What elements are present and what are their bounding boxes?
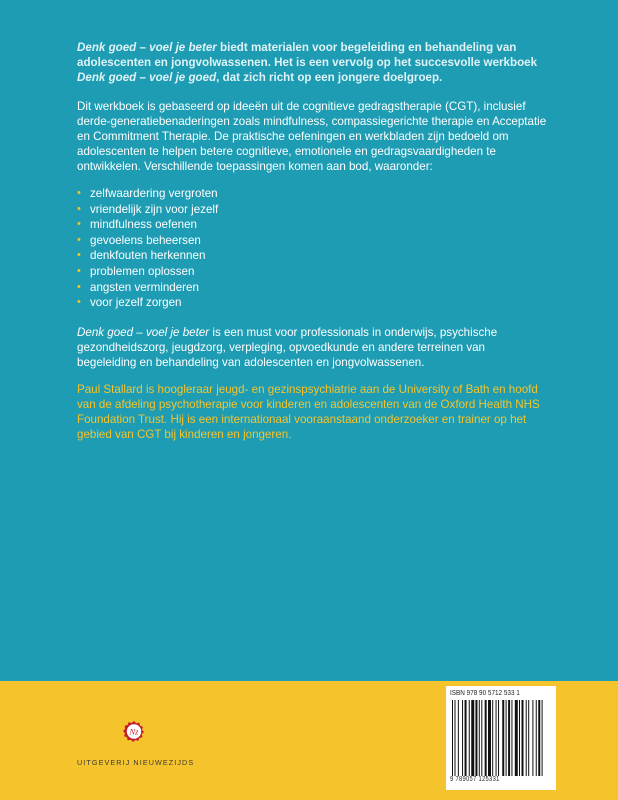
list-item: • vriendelijk zijn voor jezelf — [77, 202, 219, 216]
list-item: • problemen oplossen — [77, 264, 195, 278]
barcode-bar — [455, 700, 456, 776]
barcode-bar — [496, 700, 497, 776]
bullet-icon: • — [77, 187, 81, 199]
applications-list — [77, 186, 547, 311]
book-title: Denk goed – voel je beter — [77, 325, 210, 339]
barcode-bar — [511, 700, 512, 776]
bullet-icon: • — [77, 296, 81, 309]
list-item: • zelfwaardering vergroten — [77, 187, 218, 200]
barcode-bar — [481, 700, 482, 776]
barcode-bar — [506, 700, 507, 776]
book-title: Denk goed – voel je beter — [77, 41, 217, 54]
list-item: • angsten verminderen — [77, 280, 199, 294]
logo-letters: Nz — [129, 726, 139, 737]
intro-paragraph — [77, 40, 547, 85]
list-item: • voor jezelf zorgen — [77, 296, 182, 310]
intro-text-1: biedt materialen voor begeleiding en behandeling van adolescenten en jongvolwassenen. Het is een vervolg op het succesvolle werkboek — [77, 41, 538, 69]
publisher-logo — [77, 720, 227, 780]
publisher-name: UITGEVERIJ NIEUWEZIJDS — [77, 758, 195, 767]
author-bio: Paul Stallard is hoogleraar jeugd- en gezinspsychiatrie aan de University of Bath en hoofd van de afdeling psychotherapie voor kinderen en adolescenten van de Oxford Health NHS Foundation Trust. Hij is een internationaal vooraanstaand onderzoeker en trainer op het gebied van CGT bij kinderen en jongeren. — [77, 382, 540, 441]
barcode-digits: 9 789057 125331 — [450, 776, 500, 783]
barcode-bar — [471, 700, 474, 776]
bullet-icon: • — [77, 280, 81, 293]
barcode-bar — [502, 700, 504, 776]
barcode-bar — [532, 700, 533, 776]
barcode-bar — [522, 700, 524, 776]
barcode-bar — [526, 700, 527, 776]
barcode-bar — [498, 700, 499, 776]
barcode-bar — [488, 700, 491, 776]
barcode-bar — [475, 700, 477, 776]
bullet-icon: • — [77, 249, 81, 262]
list-item: • gevoelens beheersen — [77, 233, 201, 247]
barcode-bar — [492, 700, 493, 776]
barcode-bar — [528, 700, 529, 776]
barcode — [446, 686, 556, 790]
intro-text-2: , dat zich richt op een jongere doelgroep. — [216, 71, 443, 84]
list-item: • mindfulness oefenen — [77, 218, 197, 232]
bullet-icon: • — [77, 218, 81, 231]
barcode-bar — [508, 700, 510, 776]
back-cover-text — [77, 40, 547, 442]
audience-paragraph — [77, 325, 547, 370]
barcode-bar — [536, 700, 537, 776]
barcode-bars — [452, 700, 550, 776]
barcode-bar — [462, 700, 463, 776]
bullet-icon: • — [77, 202, 81, 215]
isbn-label: ISBN 978 90 5712 533 1 — [450, 688, 520, 697]
list-item: • denkfouten herkennen — [77, 249, 206, 263]
bullet-icon: • — [77, 233, 81, 246]
barcode-bar — [458, 700, 459, 776]
bullet-icon: • — [77, 264, 81, 277]
barcode-bar — [519, 700, 520, 776]
barcode-bar — [479, 700, 480, 776]
barcode-bar — [515, 700, 518, 776]
barcode-bar — [465, 700, 467, 776]
barcode-bar — [485, 700, 487, 776]
barcode-bar — [542, 700, 543, 776]
publisher-logo-icon — [123, 720, 145, 742]
audience-text: is een must voor professionals in onderwijs, psychische gezondheidszorg, jeugdzorg, verpleging, opvoedkunde en andere terreinen van begeleiding en behandeling van adolescenten en jongvolwassenen. — [77, 325, 498, 369]
barcode-bar — [538, 700, 540, 776]
barcode-bar — [469, 700, 470, 776]
barcode-bar — [452, 700, 453, 776]
prequel-title: Denk goed – voel je goed — [77, 71, 217, 84]
description-paragraph: Dit werkboek is gebaseerd op ideeën uit de cognitieve gedragstherapie (CGT), inclusief derde-generatiebenaderingen zoals mindfulness, compassiegerichte therapie en Acceptatie en Commitment Therapie. De praktische oefeningen en werkbladen zijn bedoeld om adolescenten te helpen betere cognitieve, emotionele en gedragsvaardigheden te ontwikkelen. Verschillende toepassingen komen aan bod, waaronder: — [77, 100, 547, 173]
